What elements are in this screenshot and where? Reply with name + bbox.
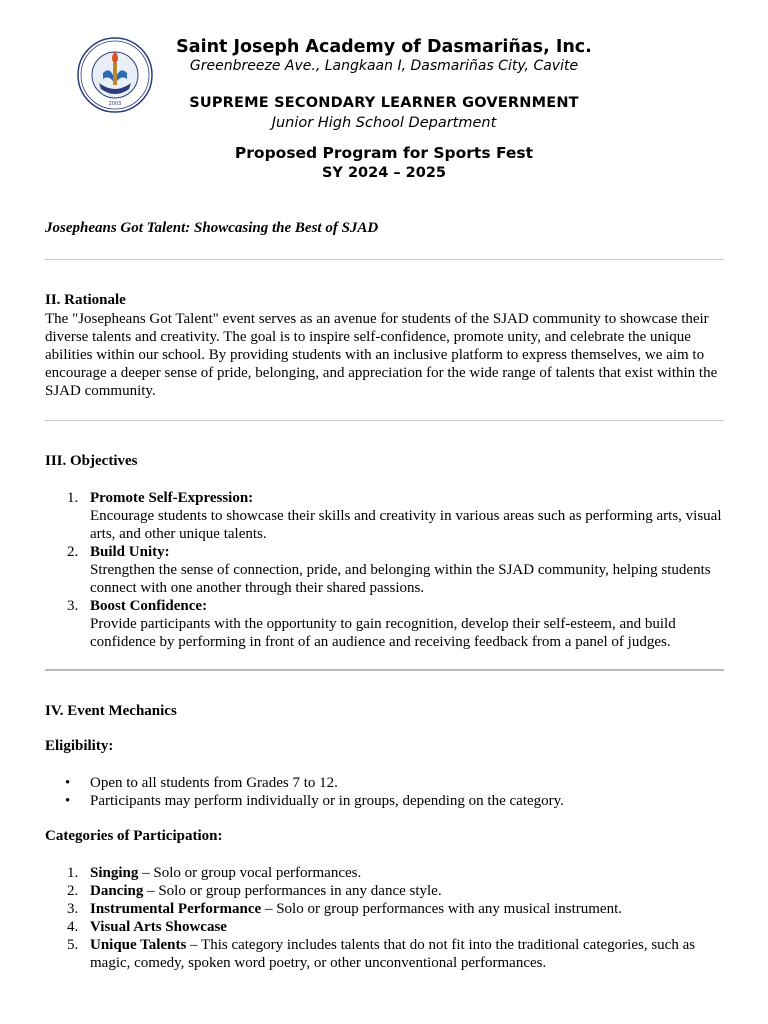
objective-title: Promote Self-Expression:	[90, 490, 254, 506]
category-name: Unique Talents	[90, 937, 187, 953]
rationale-text: The "Josepheans Got Talent" event serves as an avenue for students of the SJAD community to showcase their diverse talents and creativity. The goal is to inspire self-confidence, promote unity, and celebrate the unique abilities within our school. By providing students with an inclusive platform to express themselves, we aim to encourage a deeper sense of pride, belonging, and appreciation for the wide range of talents that exist within the SJAD community.	[45, 311, 718, 399]
organization-name: SUPREME SECONDARY LEARNER GOVERNMENT	[189, 95, 579, 111]
department-name: Junior High School Department	[271, 115, 497, 131]
list-number: 2.	[67, 883, 79, 899]
program-title: Proposed Program for Sports Fest	[234, 144, 534, 162]
event-title: Josepheans Got Talent: Showcasing the Best of SJAD	[45, 220, 379, 236]
list-number: 1.	[67, 490, 79, 506]
list-item: • Participants may perform individually or in groups, depending on the category.	[45, 792, 724, 810]
list-item	[45, 489, 724, 543]
list-item	[45, 882, 724, 900]
rationale-heading: II. Rationale	[45, 292, 126, 308]
svg-text:2003: 2003	[108, 101, 122, 107]
objective-title: Boost Confidence:	[90, 598, 208, 614]
school-address: Greenbreeze Ave., Langkaan I, Dasmariñas City, Cavite	[189, 58, 579, 74]
divider	[45, 259, 724, 260]
objectives-list	[45, 489, 724, 651]
list-item	[45, 543, 724, 597]
objective-text: Strengthen the sense of connection, pride, and belonging within the SJAD community, helping students connect with one another through their shared passions.	[90, 562, 711, 596]
school-name: Saint Joseph Academy of Dasmariñas, Inc.	[176, 37, 592, 57]
document-header	[0, 36, 768, 182]
objective-text: Provide participants with the opportunity to gain recognition, develop their self-esteem, and build confidence by performing in front of an audience and receiving feedback from a panel of judges.	[90, 616, 676, 650]
category-name: Dancing	[90, 883, 144, 899]
list-number: 2.	[67, 544, 79, 560]
category-desc: – Solo or group performances in any dance style.	[143, 883, 442, 899]
objectives-heading: III. Objectives	[45, 453, 138, 469]
divider	[45, 669, 724, 671]
list-item	[45, 864, 724, 882]
list-number: 5.	[67, 937, 79, 953]
list-item	[45, 597, 724, 651]
category-desc: – This category includes talents that do not fit into the traditional categories, such as magic, comedy, spoken word poetry, or other unconventional performances.	[90, 937, 696, 971]
list-item: • Open to all students from Grades 7 to 12.	[45, 774, 724, 792]
category-desc: – Solo or group performances with any musical instrument.	[261, 901, 622, 917]
category-name: Singing	[90, 865, 139, 881]
list-item	[45, 900, 724, 918]
school-year: SY 2024 – 2025	[321, 165, 447, 181]
category-name: Visual Arts Showcase	[90, 919, 227, 935]
category-name: Instrumental Performance	[90, 901, 262, 917]
categories-list	[45, 864, 724, 972]
list-item	[45, 918, 724, 936]
mechanics-heading: IV. Event Mechanics	[45, 703, 177, 719]
list-number: 1.	[67, 865, 79, 881]
category-desc: – Solo or group vocal performances.	[138, 865, 362, 881]
objective-title: Build Unity:	[90, 544, 170, 560]
list-number: 3.	[67, 901, 79, 917]
list-number: 4.	[67, 919, 79, 935]
objective-text: Encourage students to showcase their skills and creativity in various areas such as performing arts, visual arts, and other unique talents.	[90, 508, 722, 542]
eligibility-list	[45, 774, 724, 810]
list-item	[45, 936, 724, 972]
eligibility-heading: Eligibility:	[45, 738, 114, 754]
list-number: 3.	[67, 598, 79, 614]
divider	[45, 420, 724, 421]
categories-heading: Categories of Participation:	[45, 828, 223, 844]
